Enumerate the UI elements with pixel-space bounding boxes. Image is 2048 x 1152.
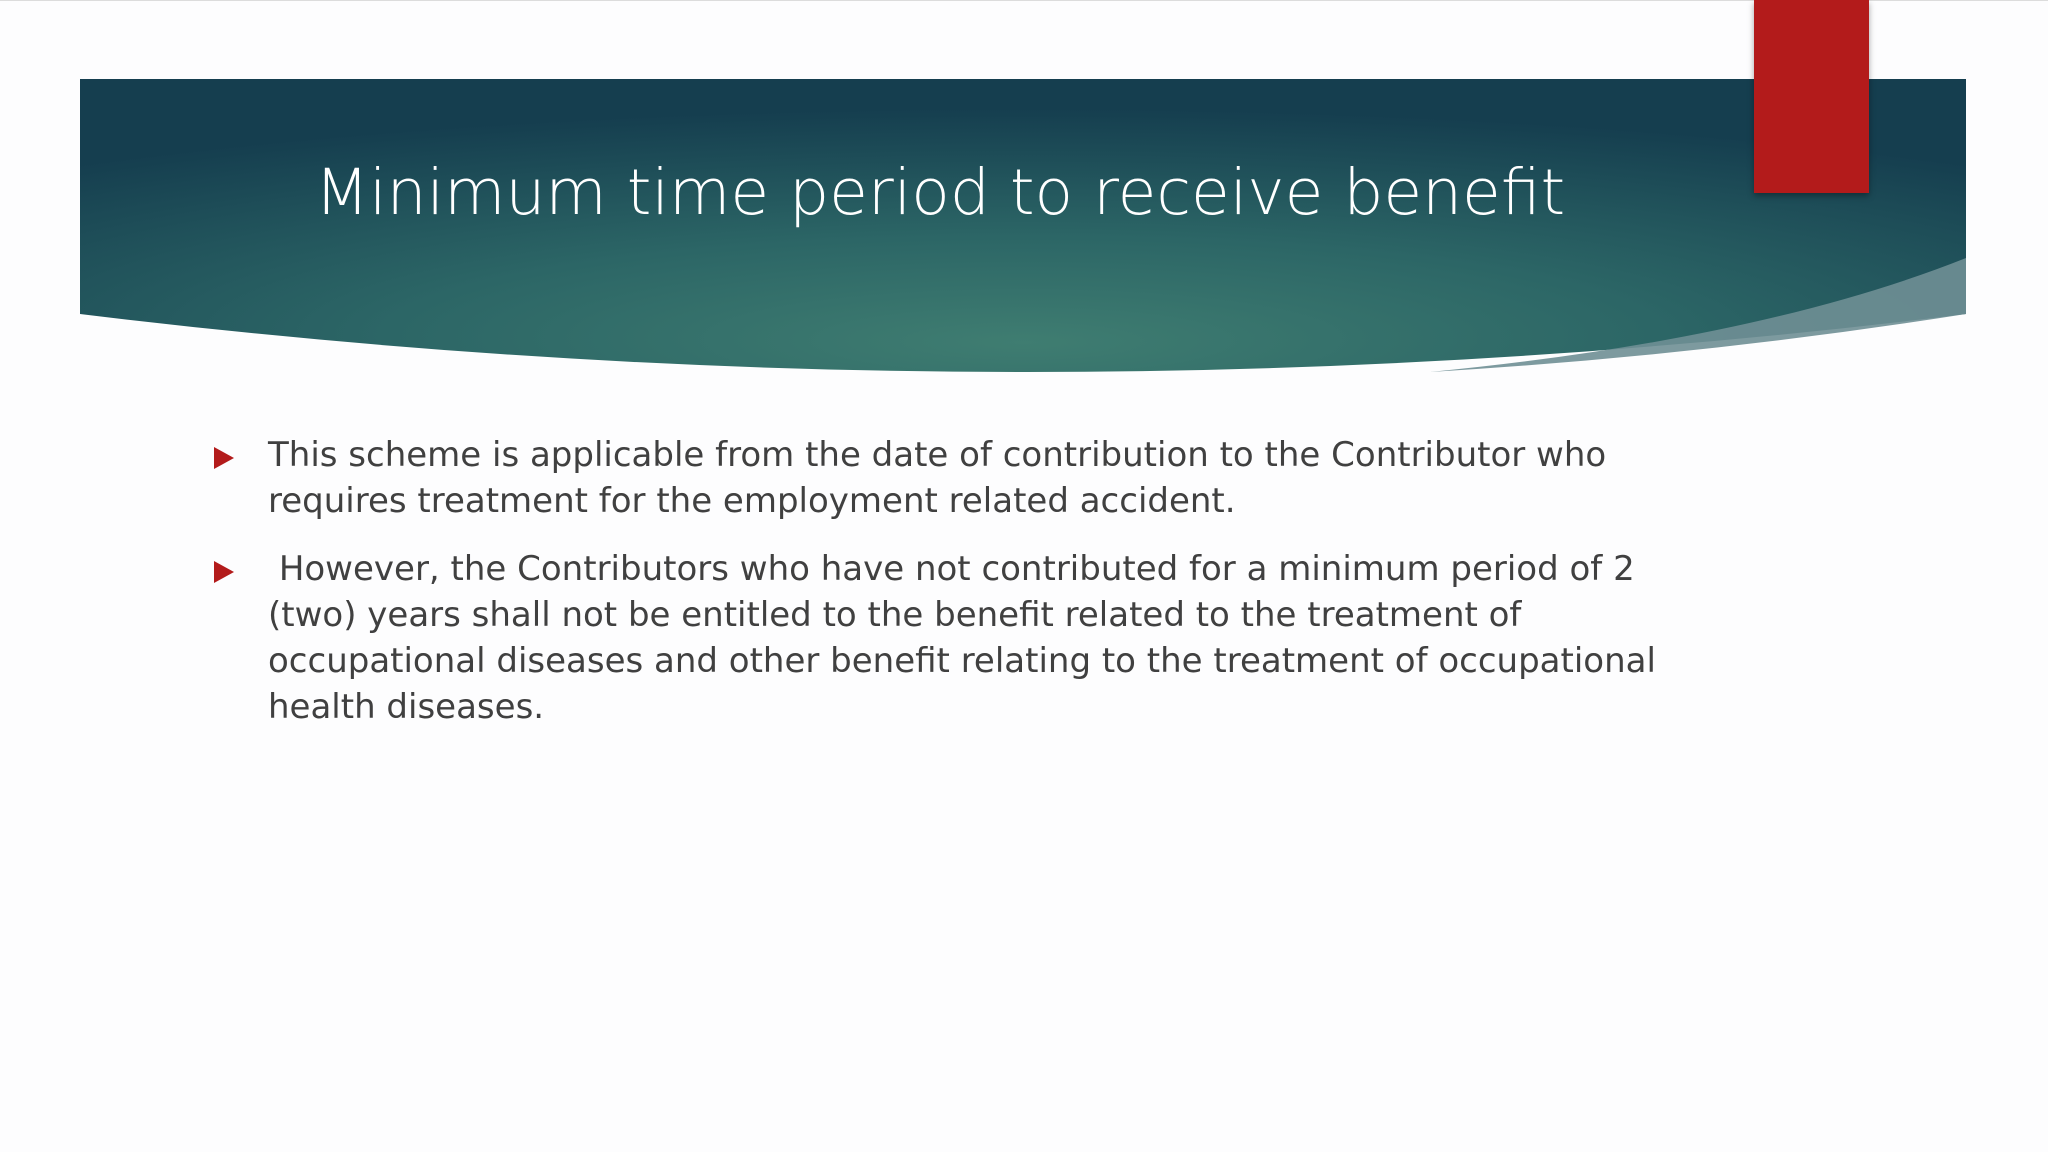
slide-title: Minimum time period to receive benefit [314,156,1566,229]
triangle-right-icon [214,561,234,583]
bullet-item [210,546,1680,730]
bullet-list [210,432,1680,752]
red-accent-tab [1754,0,1869,193]
bullet-text: However, the Contributors who have not contributed for a minimum period of 2 (two) years shall not be entitled to the benefit related to the treatment of occupational diseases and other benefit relating to the treatment of occupational health diseases. [268,549,1667,727]
bullet-item [210,432,1680,524]
triangle-right-icon [214,447,234,469]
bullet-text: This scheme is applicable from the date of contribution to the Contributor who requires treatment for the employment related accident. [268,435,1607,521]
